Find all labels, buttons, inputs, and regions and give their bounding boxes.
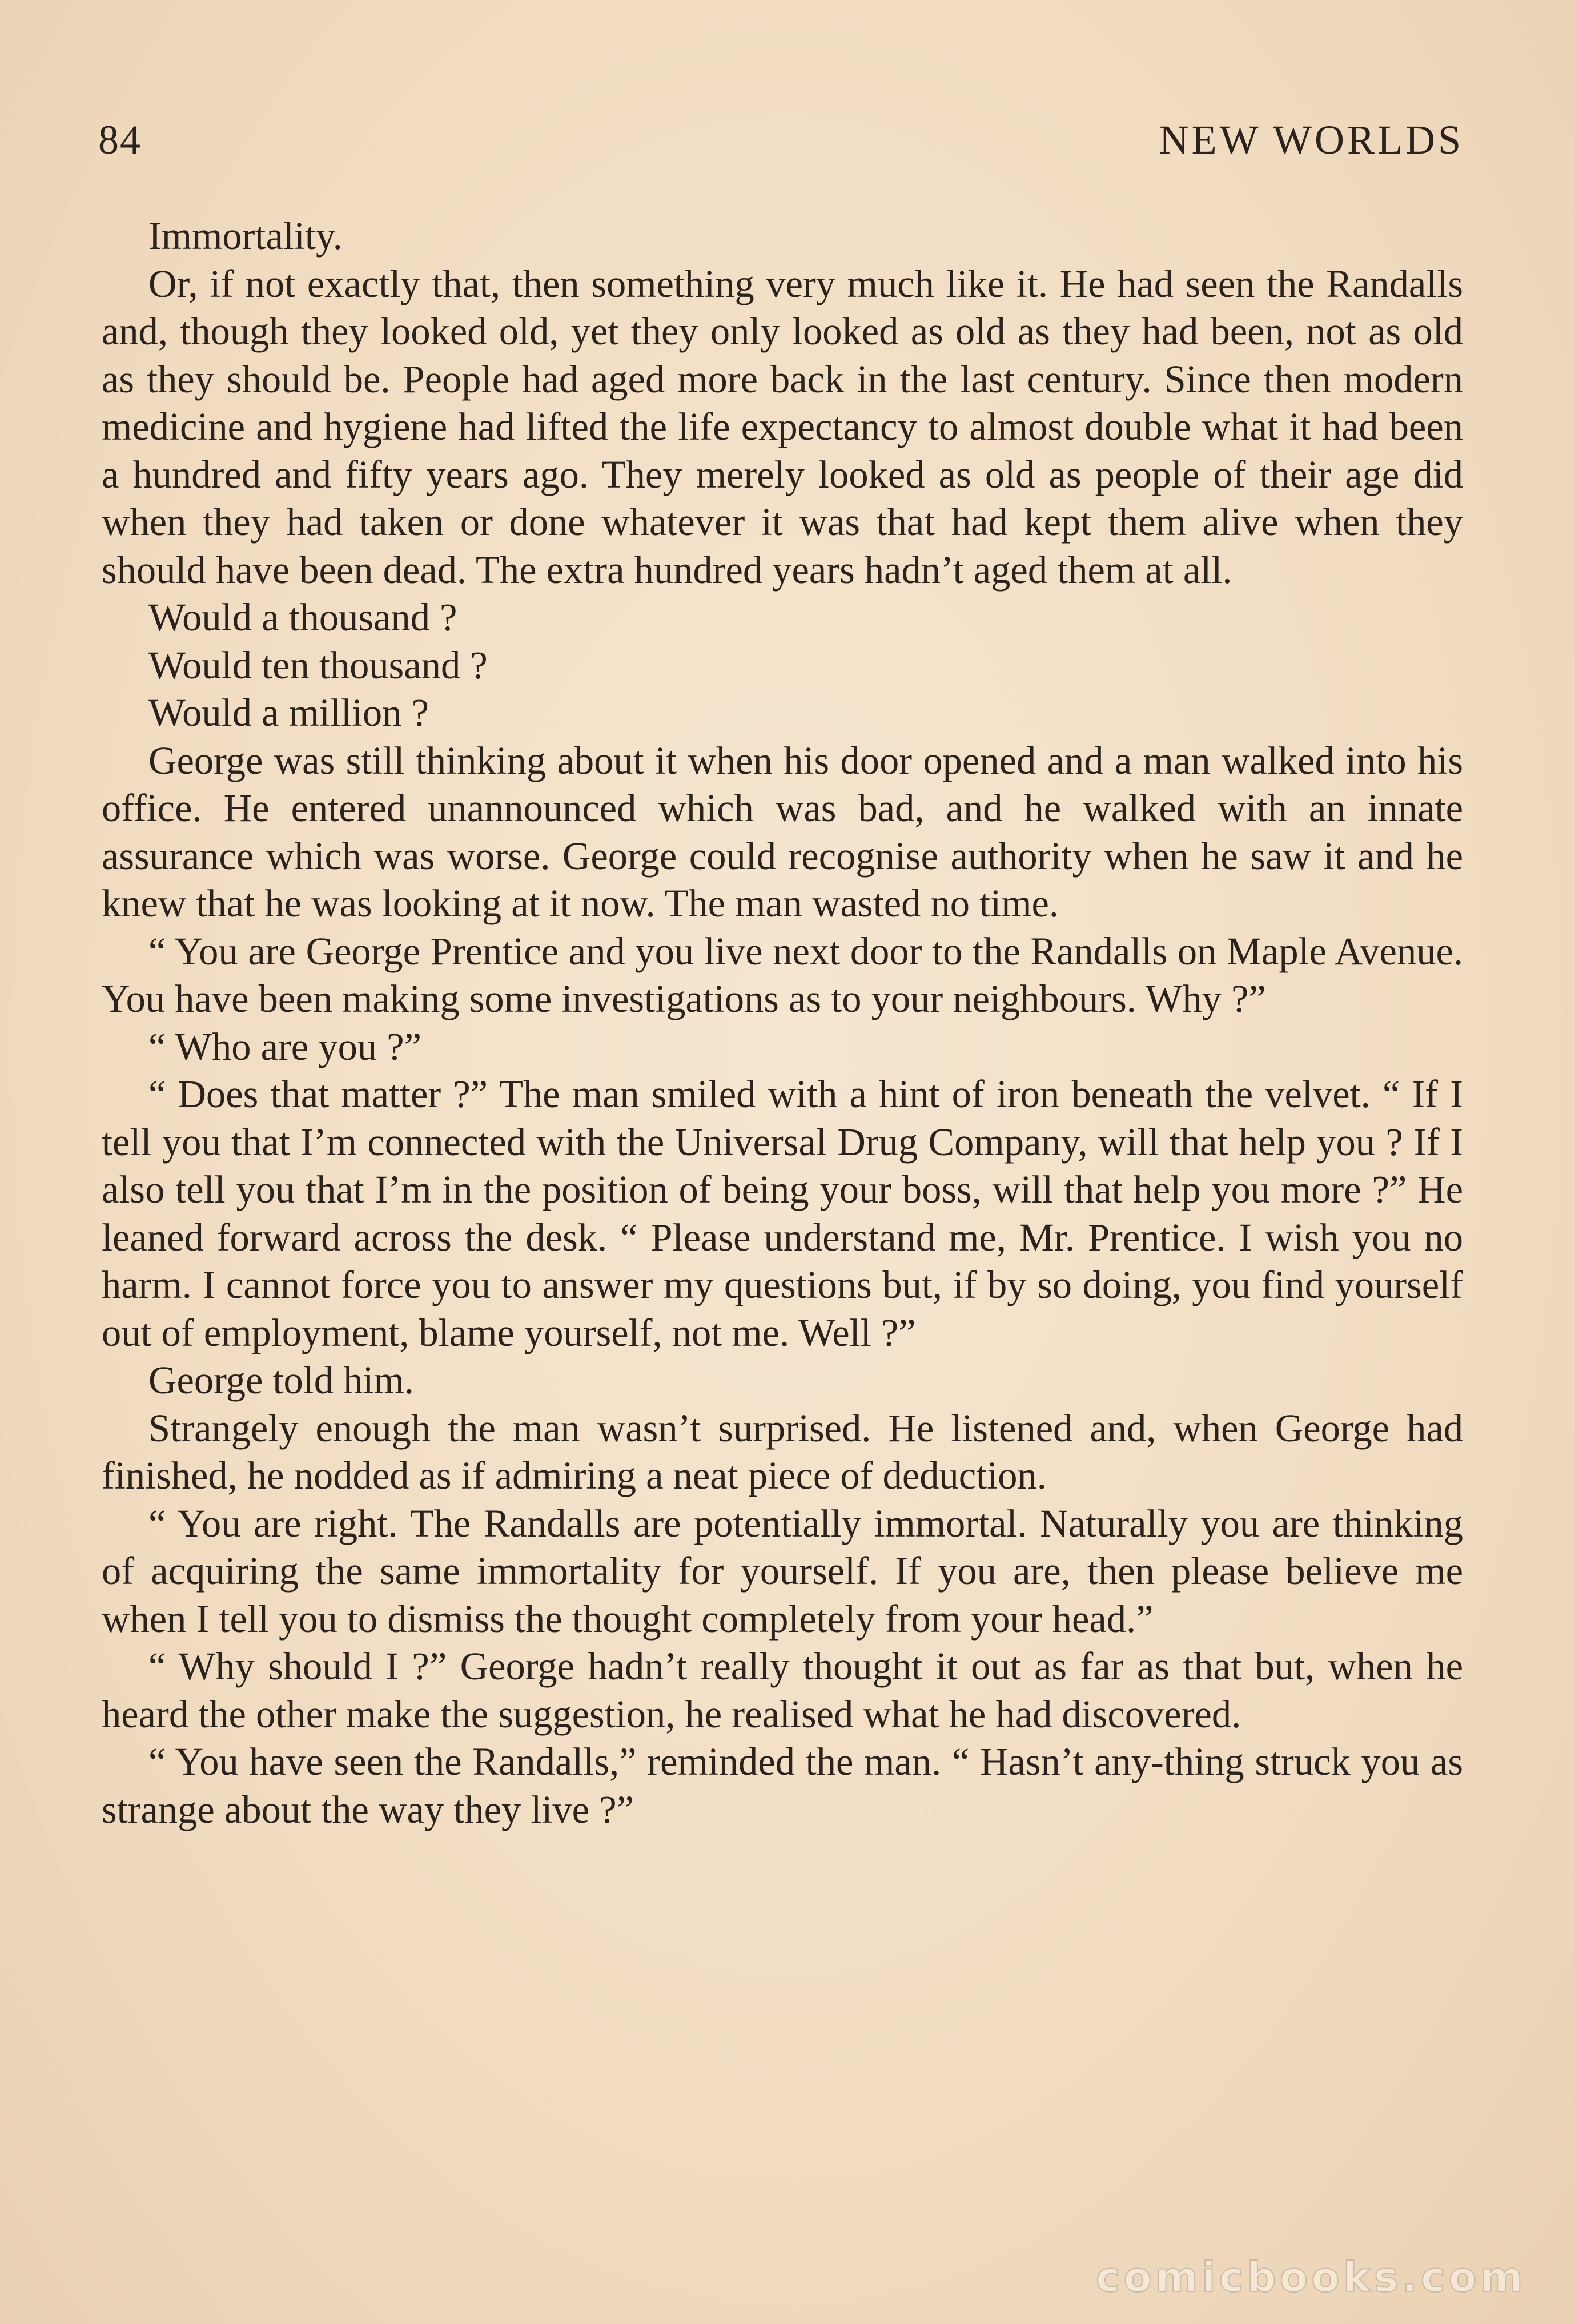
paragraph: “ You have seen the Randalls,” reminded the man. “ Hasn’t any-thing struck you as strange about the way they live ?” bbox=[102, 1740, 1463, 1831]
paragraph: Strangely enough the man wasn’t surprised. He listened and, when George had finished, he nodded as if admiring a neat piece of deduction. bbox=[102, 1406, 1463, 1497]
paragraph: Would a thousand ? bbox=[148, 596, 457, 639]
paragraph: “ You are right. The Randalls are potentially immortal. Naturally you are thinking of acquiring the same immortality for yourself. If you are, then please believe me when I tell you to dismiss the thought completely from your head.” bbox=[102, 1501, 1463, 1641]
paragraph: Or, if not exactly that, then something very much like it. He had seen the Randalls and, though they looked old, yet they only looked as old as they had been, not as old as they should be. People had aged more back in the last century. Since then modern medicine and hygiene had lifted the life expectancy to almost double what it had been a hundred and fifty years ago. They merely looked as old as people of their age did when they had taken or done whatever it was that had kept them alive when they should have been dead. The extra hundred years hadn’t aged them at all. bbox=[102, 262, 1463, 592]
book-title: NEW WORLDS bbox=[1159, 117, 1464, 163]
paragraph: Would a million ? bbox=[148, 691, 429, 734]
paragraph: George was still thinking about it when his door opened and a man walked into his office. He entered unannounced which was bad, and he walked with an innate assurance which was worse. George could recognise authority when he saw it and he knew that he was looking at it now. The man wasted no time. bbox=[102, 738, 1463, 925]
paragraph: Would ten thousand ? bbox=[148, 643, 488, 687]
page-number: 84 bbox=[98, 117, 142, 163]
paragraph: “ You are George Prentice and you live next door to the Randalls on Maple Avenue. You have been making some investigations as to your neighbours. Why ?” bbox=[102, 929, 1463, 1020]
watermark: comicbooks.com bbox=[1095, 2253, 1526, 2301]
paragraph: “ Why should I ?” George hadn’t really thought it out as far as that but, when he heard the other make the suggestion, he realised what he had discovered. bbox=[102, 1645, 1463, 1736]
paragraph: George told him. bbox=[148, 1358, 414, 1402]
body-text bbox=[102, 212, 1463, 1834]
running-head bbox=[98, 114, 1464, 166]
paragraph: “ Who are you ?” bbox=[148, 1024, 421, 1068]
paragraph: Immortality. bbox=[148, 214, 343, 258]
paragraph: “ Does that matter ?” The man smiled with a hint of iron beneath the velvet. “ If I tell you that I’m connected with the Universal Drug Company, will that help you ? If I also tell you that I’m in the position of being your boss, will that help you more ?” He leaned forward across the desk. “ Please understand me, Mr. Prentice. I wish you no harm. I cannot force you to answer my questions but, if by so doing, you find yourself out of employment, blame yourself, not me. Well ?” bbox=[102, 1072, 1463, 1354]
